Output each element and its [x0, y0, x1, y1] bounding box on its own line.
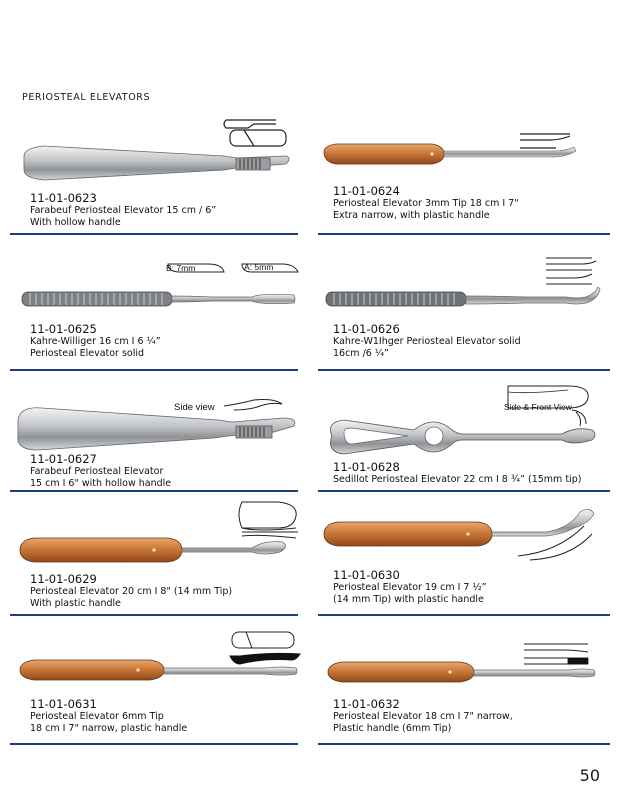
row-divider [10, 490, 298, 492]
product-description: With hollow handle [30, 217, 121, 228]
product-description: Sedillot Periosteal Elevator 22 cm I 8 ¾” (15mm tip) [333, 474, 582, 485]
product-description: With plastic handle [30, 598, 122, 609]
instrument-image-0631 [16, 628, 306, 694]
instrument-image-0629 [16, 496, 306, 576]
product-description: Periosteal Elevator 20 cm I 8" (14 mm Tip) [30, 586, 233, 597]
product-code: 11-01-0629 [30, 572, 97, 586]
product-0632 [333, 697, 513, 735]
product-0629 [30, 572, 232, 610]
product-description: Periosteal Elevator solid [30, 348, 145, 359]
product-description: Periosteal Elevator 18 cm I 7" narrow, [333, 711, 513, 722]
annotation-side-front-view: Side & Front View [504, 402, 572, 412]
product-description: Periosteal Elevator 19 cm I 7 ½” [333, 582, 487, 593]
product-0624 [333, 184, 519, 222]
product-description: 16cm /6 ¼” [333, 348, 389, 359]
product-code: 11-01-0631 [30, 697, 97, 711]
product-description: Periosteal Elevator 6mm Tip [30, 711, 164, 722]
product-0625 [30, 322, 161, 360]
product-description: Kahre-W1Ihger Periosteal Elevator solid [333, 336, 521, 347]
instrument-image-0623 [18, 112, 298, 192]
section-title: PERIOSTEAL ELEVATORS [22, 92, 151, 103]
instrument-image-0626 [318, 254, 608, 320]
product-description: Farabeuf Periosteal Elevator [30, 466, 164, 477]
product-0623 [30, 191, 216, 229]
row-divider [10, 743, 298, 745]
product-code: 11-01-0626 [333, 322, 400, 336]
row-divider [10, 369, 298, 371]
instrument-image-0625 [18, 254, 298, 320]
row-divider [318, 233, 610, 235]
row-divider [318, 369, 610, 371]
product-code: 11-01-0628 [333, 460, 400, 474]
product-0628 [333, 460, 581, 486]
product-0630 [333, 568, 487, 606]
product-description: Extra narrow, with plastic handle [333, 210, 490, 221]
annotation-a-5mm: A: 5mm [244, 262, 274, 272]
product-code: 11-01-0625 [30, 322, 97, 336]
instrument-image-0628 [318, 378, 608, 460]
product-0627 [30, 452, 171, 490]
product-code: 11-01-0627 [30, 452, 97, 466]
product-0631 [30, 697, 187, 735]
row-divider [10, 614, 298, 616]
product-code: 11-01-0623 [30, 191, 97, 205]
product-description: (14 mm Tip) with plastic handle [333, 594, 484, 605]
row-divider [318, 743, 610, 745]
instrument-image-0627 [14, 390, 304, 456]
product-description: 15 cm I 6" with hollow handle [30, 478, 172, 489]
annotation-side-view: Side view [174, 402, 215, 413]
product-code: 11-01-0630 [333, 568, 400, 582]
product-description: 18 cm I 7" narrow, plastic handle [30, 723, 188, 734]
product-description: Kahre-Williger 16 cm I 6 ¼” [30, 336, 161, 347]
row-divider [10, 233, 298, 235]
product-0626 [333, 322, 521, 360]
product-description: Periosteal Elevator 3mm Tip 18 cm I 7" [333, 198, 519, 209]
product-description: Plastic handle (6mm Tip) [333, 723, 452, 734]
row-divider [318, 614, 610, 616]
page-number: 50 [579, 766, 600, 785]
product-code: 11-01-0624 [333, 184, 400, 198]
instrument-image-0632 [318, 638, 608, 694]
annotation-b-7mm: B: 7mm [166, 263, 196, 273]
product-code: 11-01-0632 [333, 697, 400, 711]
instrument-image-0624 [318, 126, 598, 186]
product-description: Farabeuf Periosteal Elevator 15 cm / 6” [30, 205, 217, 216]
row-divider [318, 490, 610, 492]
instrument-image-0630 [318, 504, 608, 566]
